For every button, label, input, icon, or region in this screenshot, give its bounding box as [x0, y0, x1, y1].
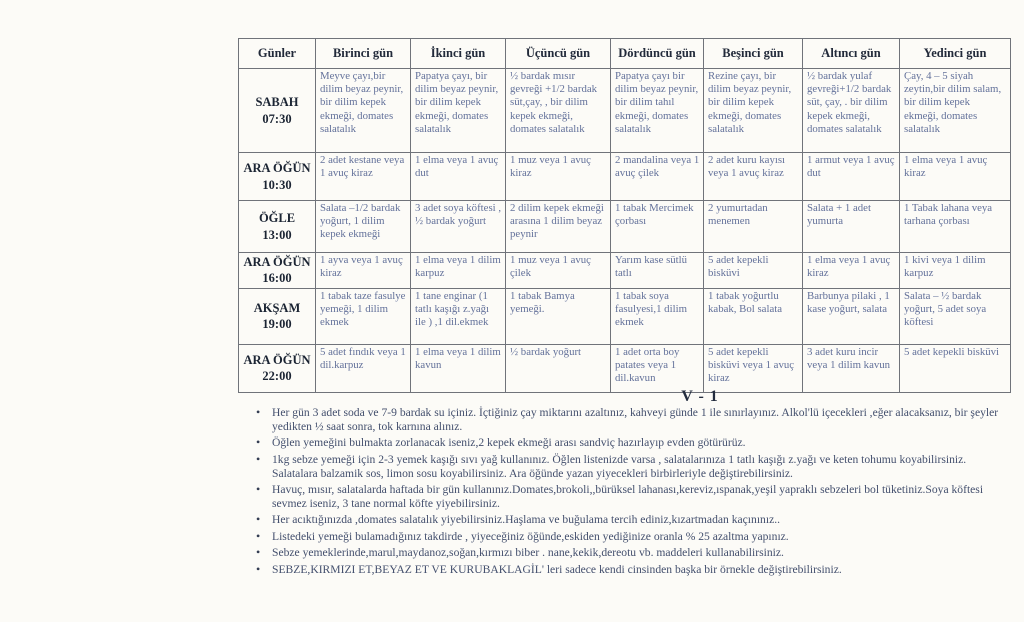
meal-cell: 2 mandalina veya 1 avuç çilek: [611, 153, 704, 201]
meal-cell: Papatya çayı bir dilim beyaz peynir, bir dilim tahıl ekmeği, domates salatalık: [611, 69, 704, 153]
meal-cell: 1 kivi veya 1 dilim karpuz: [900, 253, 1011, 289]
meal-time: 07:30: [262, 111, 292, 126]
meal-cell: Yarım kase sütlü tatlı: [611, 253, 704, 289]
meal-cell: Papatya çayı, bir dilim beyaz peynir, bir dilim kepek ekmeği, domates salatalık: [411, 69, 506, 153]
meal-cell: Salata + 1 adet yumurta: [803, 201, 900, 253]
meal-cell: 1 elma veya 1 avuç kiraz: [900, 153, 1011, 201]
table-row: [239, 153, 1011, 201]
meal-cell: 5 adet kepekli bisküvi: [900, 344, 1011, 392]
note-text: Her gün 3 adet soda ve 7-9 bardak su içiniz. İçtiğiniz çay miktarını azaltınız, kahveyi günde 1 ile sınırlayınız. Alkol'lü içecekleri ,eğer alacaksanız, bir şeyler yedikten ½ saat sonra, tok karnına alınız.: [272, 406, 999, 433]
bullet-icon: •: [256, 405, 261, 419]
meal-label: ÖĞLE: [258, 211, 296, 226]
meal-cell: 1 muz veya 1 avuç kiraz: [506, 153, 611, 201]
meal-time-cell: [239, 69, 316, 153]
meal-cell: Salata –1/2 bardak yoğurt, 1 dilim kepek ekmeği: [316, 201, 411, 253]
meal-cell: ½ bardak yoğurt: [506, 344, 611, 392]
note-item: [240, 436, 1012, 450]
meal-cell: 1 elma veya 1 dilim kavun: [411, 344, 506, 392]
meal-cell: Salata – ½ bardak yoğurt, 5 adet soya köftesi: [900, 288, 1011, 344]
table-row: [239, 69, 1011, 153]
meal-cell: 3 adet kuru incir veya 1 dilim kavun: [803, 344, 900, 392]
note-item: [240, 483, 1012, 511]
column-header: İkinci gün: [411, 39, 506, 69]
diet-table-body: [239, 69, 1011, 393]
column-header: Günler: [239, 39, 316, 69]
meal-cell: Meyve çayı,bir dilim beyaz peynir, bir dilim kepek ekmeği, domates salatalık: [316, 69, 411, 153]
meal-cell: 1 ayva veya 1 avuç kiraz: [316, 253, 411, 289]
meal-cell: 1 tabak taze fasulye yemeği, 1 dilim ekmek: [316, 288, 411, 344]
note-text: 1kg sebze yemeği için 2-3 yemek kaşığı sıvı yağ kullanınız. Öğlen listenizde varsa , salatalarınıza 1 tatlı kaşığı z.yağı ve keten tohumu koyabilirsiniz. Salatalara balzamik sos, limon sosu koyabilirsiniz. Ara öğünde yazan yiyecekleri birbirleriyle değiştirebilirsiniz.: [272, 452, 967, 480]
meal-cell: 1 tabak Mercimek çorbası: [611, 201, 704, 253]
meal-time: 13:00: [262, 227, 292, 242]
meal-label: ARA ÖĞÜN: [243, 255, 311, 269]
note-item: [240, 406, 1012, 434]
meal-time: 22:00: [262, 369, 292, 383]
meal-time: 10:30: [262, 177, 292, 192]
meal-cell: Barbunya pilaki , 1 kase yoğurt, salata: [803, 288, 900, 344]
table-row: [239, 201, 1011, 253]
meal-time-cell: [239, 288, 316, 344]
meal-cell: 1 armut veya 1 avuç dut: [803, 153, 900, 201]
notes-list: [240, 406, 1012, 579]
meal-time-cell: [239, 344, 316, 392]
meal-cell: 1 elma veya 1 avuç kiraz: [803, 253, 900, 289]
table-row: [239, 344, 1011, 392]
meal-cell: 1 tabak soya fasulyesi,1 dilim ekmek: [611, 288, 704, 344]
column-header: Üçüncü gün: [506, 39, 611, 69]
meal-cell: 3 adet soya köftesi , ½ bardak yoğurt: [411, 201, 506, 253]
bullet-icon: •: [256, 435, 261, 450]
bullet-icon: •: [256, 561, 261, 576]
meal-label: AKŞAM: [253, 300, 301, 315]
meal-label: ARA ÖĞÜN: [243, 352, 311, 367]
note-item: [240, 453, 1012, 481]
meal-cell: 1 elma veya 1 dilim karpuz: [411, 253, 506, 289]
table-row: [239, 253, 1011, 289]
meal-cell: 1 tane enginar (1 tatlı kaşığı z.yağı ile ) ,1 dil.ekmek: [411, 288, 506, 344]
meal-time-cell: [239, 201, 316, 253]
note-item: [240, 530, 1012, 544]
meal-cell: 1 elma veya 1 avuç dut: [411, 153, 506, 201]
meal-cell: 1 muz veya 1 avuç çilek: [506, 253, 611, 289]
meal-cell: ½ bardak mısır gevreği +1/2 bardak süt,çay, , bir dilim kepek ekmeği, domates salatalık: [506, 69, 611, 153]
meal-cell: 2 yumurtadan menemen: [704, 201, 803, 253]
note-text: SEBZE,KIRMIZI ET,BEYAZ ET VE KURUBAKLAGİL' leri sadece kendi cinsinden başka bir örnekle değiştirebilirsiniz.: [272, 562, 842, 576]
meal-cell: Çay, 4 – 5 siyah zeytin,bir dilim salam, bir dilim kepek ekmeği, domates salatalık: [900, 69, 1011, 153]
note-item: [240, 513, 1012, 527]
column-header: Dördüncü gün: [611, 39, 704, 69]
column-header: Beşinci gün: [704, 39, 803, 69]
meal-time: 16:00: [262, 271, 292, 286]
meal-cell: 2 adet kuru kayısı veya 1 avuç kiraz: [704, 153, 803, 201]
diet-table: [238, 38, 1011, 393]
meal-label: SABAH: [255, 95, 299, 110]
meal-time-cell: [239, 253, 316, 289]
bullet-icon: •: [256, 512, 261, 527]
meal-cell: ½ bardak yulaf gevreği+1/2 bardak süt, çay, . bir dilim kepek ekmeği, domates salatalık: [803, 69, 900, 153]
meal-time-cell: [239, 153, 316, 201]
column-header: Altıncı gün: [803, 39, 900, 69]
meal-cell: 5 adet kepekli bisküvi: [704, 253, 803, 289]
note-text: Sebze yemeklerinde,marul,maydanoz,soğan,kırmızı biber . nane,kekik,dereotu vb. maddeleri kullanabilirsiniz.: [272, 546, 784, 560]
column-header: Yedinci gün: [900, 39, 1011, 69]
meal-cell: 1 adet orta boy patates veya 1 dil.kavun: [611, 344, 704, 392]
meal-cell: 2 dilim kepek ekmeği arasına 1 dilim beyaz peynir: [506, 201, 611, 253]
table-row: [239, 288, 1011, 344]
meal-cell: 1 tabak yoğurtlu kabak, Bol salata: [704, 288, 803, 344]
note-item: [240, 546, 1012, 560]
diet-table-header: [239, 39, 1011, 69]
section-title: V - 1: [681, 388, 719, 405]
meal-cell: 1 tabak Bamya yemeği.: [506, 288, 611, 344]
bullet-icon: •: [256, 482, 261, 497]
meal-cell: 5 adet kepekli bisküvi veya 1 avuç kiraz: [704, 344, 803, 392]
meal-cell: 2 adet kestane veya 1 avuç kiraz: [316, 153, 411, 201]
column-header: Birinci gün: [316, 39, 411, 69]
bullet-icon: •: [256, 451, 261, 466]
note-text: Havuç, mısır, salatalarda haftada bir gün kullanınız.Domates,brokoli,,bürüksel lahanası,kereviz,ıspanak,yeşil yapraklı sebzeleri bol tüketiniz.Soya köftesi sevmez iseniz, 3 tane normal köfte yiyebilirsiniz.: [272, 483, 984, 510]
meal-time: 19:00: [262, 317, 292, 331]
bullet-icon: •: [256, 545, 261, 560]
meal-cell: Rezine çayı, bir dilim beyaz peynir, bir dilim kepek ekmeği, domates salatalık: [704, 69, 803, 153]
note-item: [240, 563, 1012, 577]
note-text: Her acıktığınızda ,domates salatalık yiyebilirsiniz.Haşlama ve buğulama tercih ediniz,kızartmadan kaçınınız..: [272, 513, 781, 527]
bullet-icon: •: [256, 528, 261, 543]
meal-cell: 5 adet fındık veya 1 dil.karpuz: [316, 344, 411, 392]
meal-label: ARA ÖĞÜN: [243, 161, 311, 176]
meal-cell: 1 Tabak lahana veya tarhana çorbası: [900, 201, 1011, 253]
note-text: Listedeki yemeği bulamadığınız takdirde , yiyeceğiniz öğünde,eskiden yediğinize oranla % 25 azaltma yapınız.: [272, 529, 789, 543]
note-text: Öğlen yemeğini bulmakta zorlanacak iseniz,2 kepek ekmeği arası sandviç hazırlayıp evden götürürüz.: [272, 436, 746, 450]
